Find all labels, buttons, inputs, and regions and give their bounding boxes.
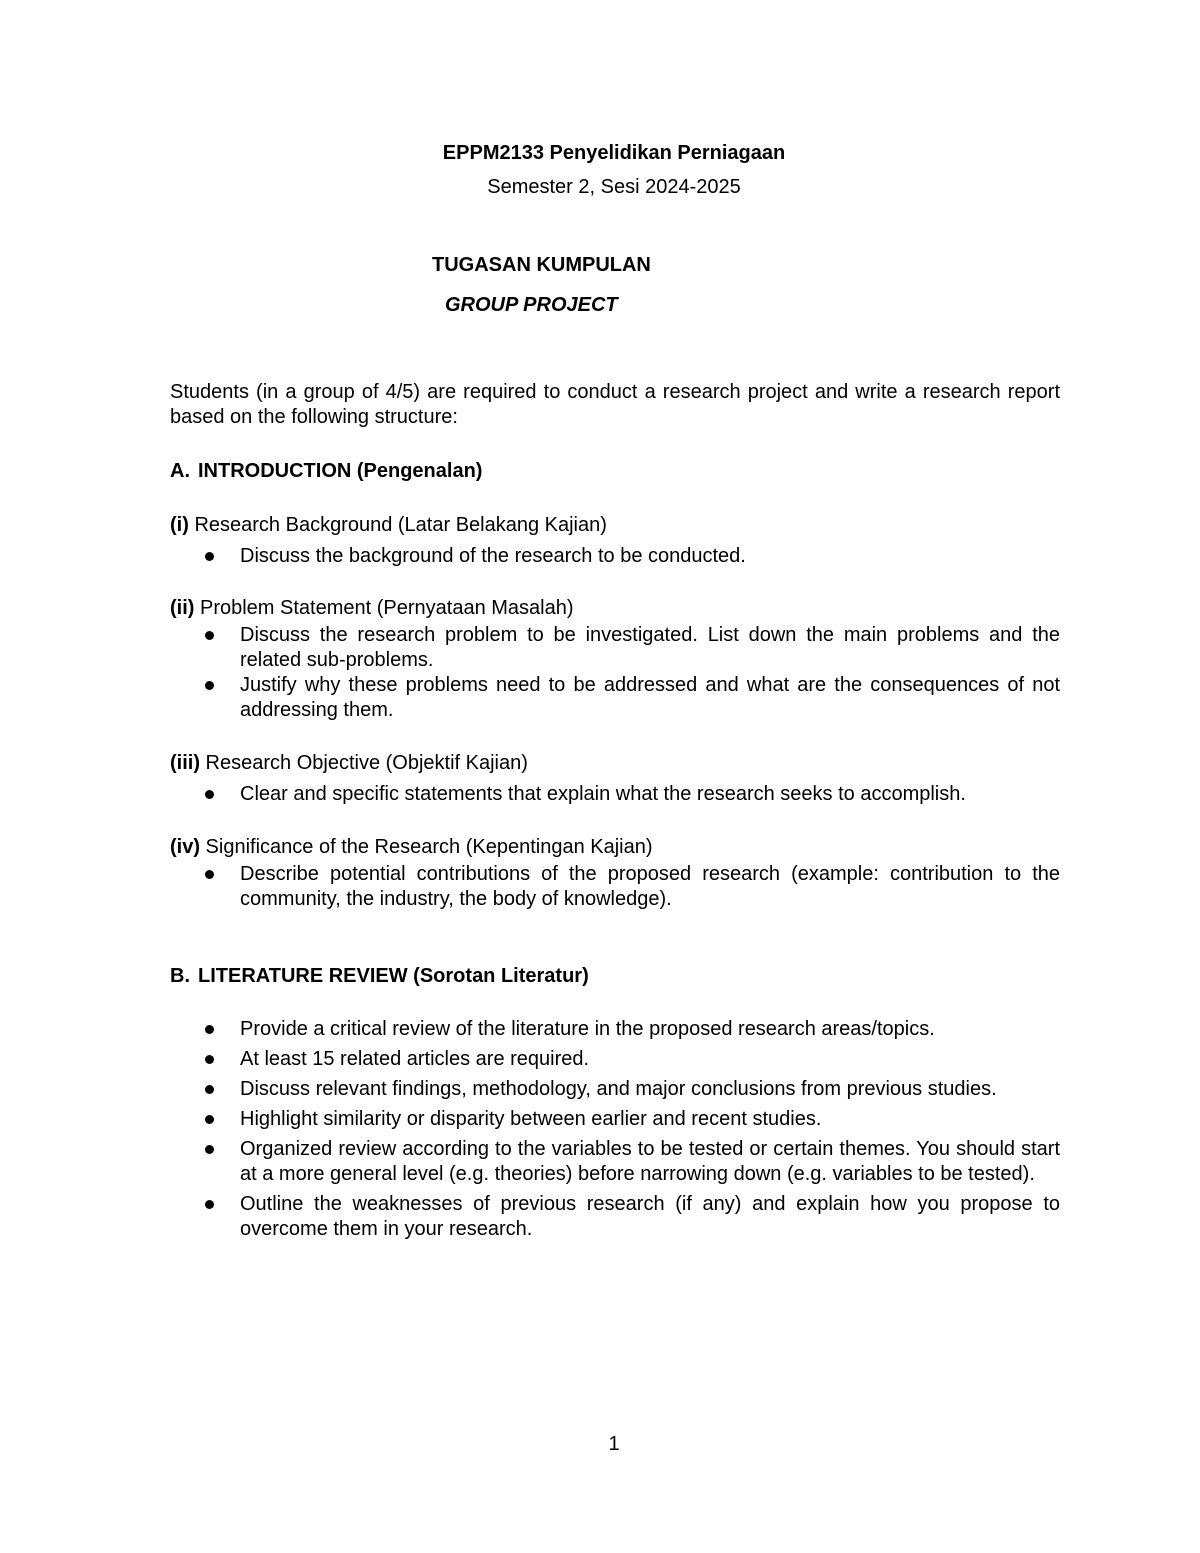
- bullet-icon: [205, 1055, 214, 1064]
- list-item-text: Clear and specific statements that explain what the research seeks to accomplish.: [240, 783, 966, 805]
- subsection-number: (iv): [170, 836, 200, 858]
- course-title: EPPM2133 Penyelidikan Perniagaan: [442, 142, 786, 164]
- section-a-heading: [170, 460, 482, 483]
- subsection-title: Significance of the Research (Kepentingan Kajian): [200, 836, 653, 858]
- bullet-icon: [205, 1085, 214, 1094]
- list-item: [200, 1137, 1060, 1187]
- list-item: [200, 862, 1060, 912]
- assignment-title-malay: TUGASAN KUMPULAN: [432, 254, 651, 276]
- list-item-text: Discuss relevant findings, methodology, and major conclusions from previous studies.: [240, 1078, 997, 1100]
- list-item-text: Organized review according to the variables to be tested or certain themes. You should start at a more general level (e.g. theories) before narrowing down (e.g. variables to be tested).: [240, 1138, 1060, 1185]
- section-a-letter: A.: [170, 460, 190, 482]
- bullet-icon: [205, 631, 214, 640]
- list-item: [200, 544, 1060, 569]
- list-item: [200, 1192, 1060, 1242]
- bullet-list-research-objective: [200, 782, 1060, 807]
- bullet-icon: [205, 1115, 214, 1124]
- subsection-research-objective: [170, 752, 528, 775]
- bullet-icon: [205, 681, 214, 690]
- section-b-letter: B.: [170, 965, 190, 987]
- subsection-title: Problem Statement (Pernyataan Masalah): [194, 597, 574, 619]
- list-item: [200, 1077, 1060, 1102]
- section-b-title: LITERATURE REVIEW (Sorotan Literatur): [198, 965, 589, 987]
- semester-line: Semester 2, Sesi 2024-2025: [487, 176, 741, 198]
- subsection-number: (iii): [170, 752, 200, 774]
- bullet-list-research-background: [200, 544, 1060, 569]
- bullet-icon: [205, 790, 214, 799]
- bullet-icon: [205, 1025, 214, 1034]
- list-item-text: Justify why these problems need to be addressed and what are the consequences of not addressing them.: [240, 674, 1060, 721]
- bullet-icon: [205, 1200, 214, 1209]
- subsection-title: Research Objective (Objektif Kajian): [200, 752, 528, 774]
- list-item-text: Describe potential contributions of the proposed research (example: contribution to the community, the industry, the body of knowledge).: [240, 863, 1060, 910]
- bullet-list-literature-review: [200, 1017, 1060, 1247]
- intro-paragraph: Students (in a group of 4/5) are required to conduct a research project and write a research report based on the following structure:: [170, 381, 1060, 428]
- list-item: [200, 1017, 1060, 1042]
- bullet-icon: [205, 1145, 214, 1154]
- page-number: 1: [608, 1433, 620, 1455]
- list-item: [200, 673, 1060, 723]
- subsection-significance: [170, 836, 653, 859]
- list-item-text: Discuss the research problem to be investigated. List down the main problems and the related sub-problems.: [240, 624, 1060, 671]
- subsection-title: Research Background (Latar Belakang Kajian): [188, 514, 607, 536]
- list-item-text: Discuss the background of the research to be conducted.: [240, 545, 746, 567]
- list-item: [200, 1107, 1060, 1132]
- section-a-title: INTRODUCTION (Pengenalan): [198, 460, 483, 482]
- subsection-number: (i): [170, 514, 189, 536]
- list-item: [200, 782, 1060, 807]
- bullet-list-problem-statement: [200, 623, 1060, 723]
- list-item-text: Highlight similarity or disparity between earlier and recent studies.: [240, 1108, 822, 1130]
- subsection-research-background: [170, 514, 607, 537]
- list-item-text: Provide a critical review of the literature in the proposed research areas/topics.: [240, 1018, 935, 1040]
- bullet-icon: [205, 870, 214, 879]
- assignment-title-english: GROUP PROJECT: [445, 294, 618, 316]
- list-item: [200, 623, 1060, 673]
- subsection-problem-statement: [170, 597, 574, 620]
- list-item-text: At least 15 related articles are required.: [240, 1048, 590, 1070]
- list-item-text: Outline the weaknesses of previous research (if any) and explain how you propose to overcome them in your research.: [240, 1193, 1060, 1240]
- bullet-list-significance: [200, 862, 1060, 912]
- section-b-heading: [170, 965, 589, 988]
- list-item: [200, 1047, 1060, 1072]
- subsection-number: (ii): [170, 597, 195, 619]
- bullet-icon: [205, 552, 214, 561]
